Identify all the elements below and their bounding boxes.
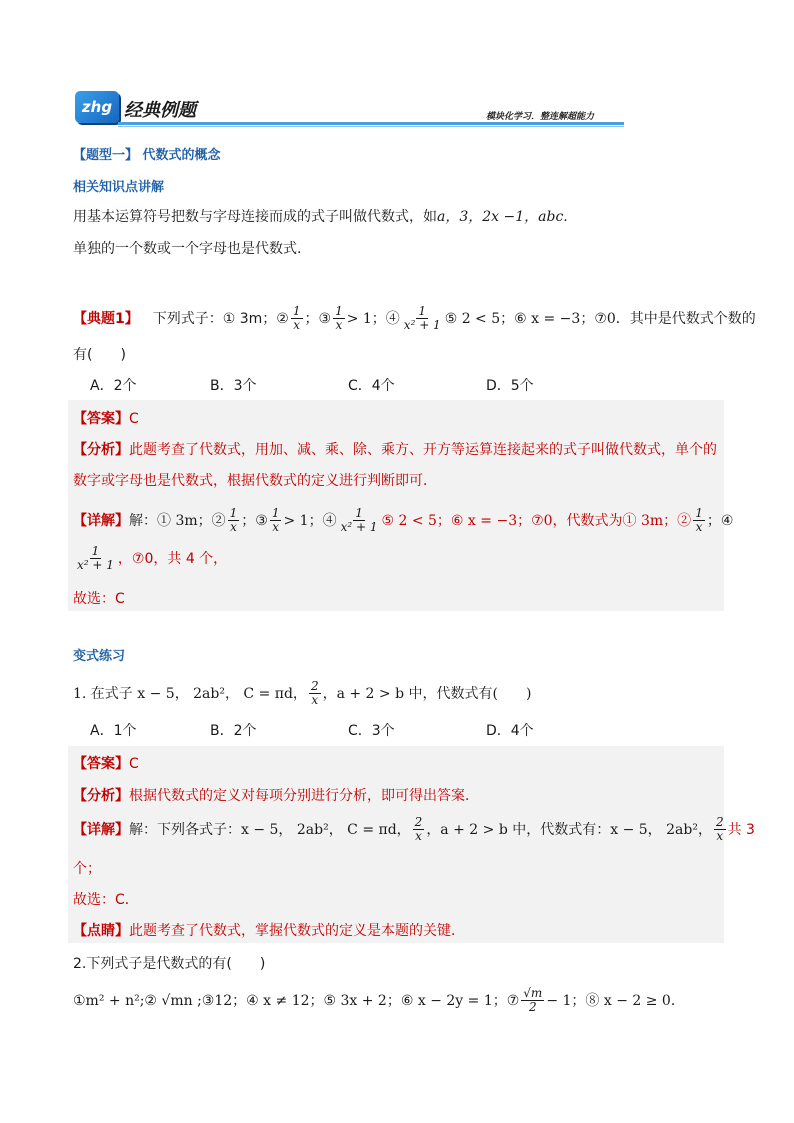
fraction-1-over-x-2: $\frac{1}{x}$	[335, 303, 343, 332]
example1-options	[90, 375, 690, 395]
option-a: A．2个	[90, 378, 137, 394]
q1-analysis-text: 根据代数式的定义对每项分别进行分析，即可得出答案．	[129, 788, 479, 804]
example1-stem-line2: 有( )	[73, 347, 126, 363]
stem-rest: ⑤ 2 < 5；⑥ x = −3；⑦0．其中是代数式个数的	[444, 311, 756, 327]
q2-stem: 2.下列式子是代数式的有( )	[73, 956, 266, 972]
q2-items-a: ①m² + n²;② √mn ;③12；④ x ≠ 12；⑤ 3x + 2；⑥ x − 2y = 1；⑦	[73, 993, 520, 1009]
detail-sep-2: ；④	[706, 513, 734, 529]
q2-items-b: − 1；⑧ x − 2 ≥ 0．	[546, 993, 685, 1009]
banner-underline	[118, 122, 624, 125]
answer-value: C	[129, 411, 139, 427]
detail-ineq: > 1；④	[283, 513, 337, 529]
q2-fraction: $\frac{√m}{2}$	[523, 985, 543, 1014]
q1-tail: ，a + 2 > b 中，代数式有( )	[322, 686, 532, 702]
detail-fraction-5: $\frac{1}{\text{x² + 1}}$	[77, 543, 114, 572]
detail-fraction-3: $\frac{1}{\text{x² + 1}}$	[340, 505, 378, 534]
q1-answer-label: 【答案】	[73, 756, 129, 772]
q1-stem	[73, 676, 531, 710]
q1-text: 1. 在式子 x − 5， 2ab²， C = πd，	[73, 686, 307, 702]
detail-tail: ，⑦0，共 4 个，	[117, 551, 228, 567]
banner-title: 经典例题	[124, 100, 196, 121]
q1-detail-mid: ，a + 2 > b 中，代数式有：x − 5， 2ab²，	[426, 822, 712, 838]
example1-stem	[73, 300, 756, 336]
fraction-1-over-x: $\frac{1}{x}$	[292, 303, 301, 332]
q1-fraction: $\frac{2}{x}$	[310, 678, 319, 707]
analysis-text: 此题考查了代数式，用加、减、乘、除、乘方、开方等运算连接起来的式子叫做代数式，单个的	[129, 442, 717, 458]
section-heading: 【题型一】 代数式的概念	[73, 148, 221, 163]
option-d: D．5个	[486, 378, 534, 394]
q1-detail-fraction-2: $\frac{2}{x}$	[715, 814, 724, 843]
q1-comment-label: 【点睛】	[73, 923, 129, 939]
q1-answer-value: C	[129, 756, 139, 772]
fraction-1-over-x2-plus-1: $\frac{1}{\text{x² + 1}}$	[403, 303, 441, 332]
detail-mid: ⑤ 2 < 5；⑥ x = −3；⑦0，代数式为① 3m；②	[381, 513, 692, 529]
detail-prefix: 解：① 3m；②	[129, 513, 226, 529]
concept-line-2: 单独的一个数或一个字母也是代数式.	[73, 241, 302, 257]
banner-slogan: 模块化学习．整连解超能力	[486, 112, 595, 122]
analysis-line-1	[73, 439, 717, 459]
concept-text: 用基本运算符号把数与字母连接而成的式子叫做代数式，如	[73, 209, 437, 225]
q1-detail-tail: 共 3	[727, 822, 755, 838]
choose-line: 故选：C	[73, 591, 125, 607]
option-b: B．3个	[210, 378, 257, 394]
detail-line-2	[73, 540, 227, 576]
q1-detail-fraction: $\frac{2}{x}$	[414, 814, 423, 843]
q1-option-b: B．2个	[210, 723, 257, 739]
q1-comment	[73, 920, 465, 940]
section-subheading: 相关知识点讲解	[73, 180, 165, 195]
detail-sep: ；③	[241, 513, 268, 529]
q1-option-d: D．4个	[486, 723, 534, 739]
q1-detail	[73, 812, 755, 846]
answer-label: 【答案】	[73, 411, 129, 427]
practice-heading: 变式练习	[73, 649, 126, 664]
detail-fraction-4: $\frac{1}{x}$	[695, 505, 703, 534]
q1-analysis-label: 【分析】	[73, 788, 129, 804]
detail-label: 【详解】	[73, 513, 129, 529]
concept-examples: a，3，2x −1，abc.	[437, 209, 568, 225]
q1-options	[90, 720, 690, 740]
banner-underline-thin	[118, 126, 624, 127]
q1-detail-text: 解：下列各式子：x − 5， 2ab²， C = πd，	[129, 822, 411, 838]
q1-option-c: C．3个	[348, 723, 395, 739]
brand-logo: zhg	[75, 91, 119, 123]
stem-sep: ；③	[304, 311, 332, 327]
detail-line-1	[73, 502, 733, 538]
q1-comment-text: 此题考查了代数式，掌握代数式的定义是本题的关键．	[129, 923, 465, 939]
answer-line	[73, 408, 139, 428]
q1-answer	[73, 753, 139, 773]
q2-items	[73, 982, 685, 1018]
stem-ineq: > 1；④	[346, 311, 400, 327]
detail-fraction-1: $\frac{1}{x}$	[229, 505, 238, 534]
stem-prefix: 下列式子：① 3m；②	[152, 311, 289, 327]
analysis-line-2: 数字或字母也是代数式，根据代数式的定义进行判断即可．	[73, 473, 437, 489]
concept-line-1	[73, 206, 568, 226]
analysis-label: 【分析】	[73, 442, 129, 458]
example-tag: 【典题1】	[73, 311, 139, 327]
detail-fraction-2: $\frac{1}{x}$	[271, 505, 280, 534]
q1-analysis	[73, 785, 479, 805]
q1-detail-label: 【详解】	[73, 822, 129, 838]
q1-choose: 故选：C．	[73, 892, 139, 908]
q1-detail-line2: 个；	[73, 861, 101, 877]
option-c: C．4个	[348, 378, 395, 394]
q1-option-a: A．1个	[90, 723, 137, 739]
